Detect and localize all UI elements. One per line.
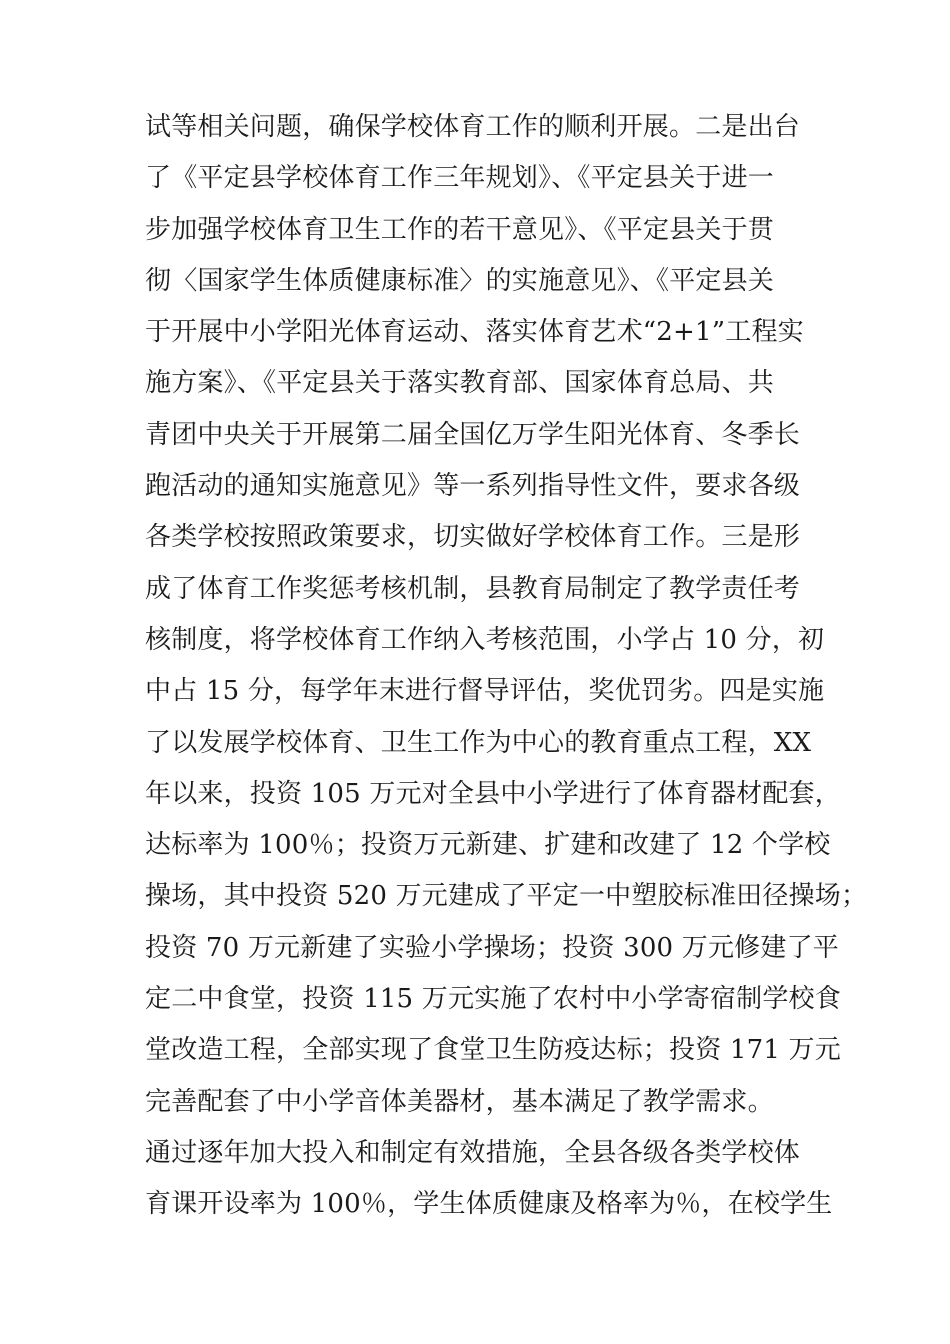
text-line: 跑活动的通知实施意见》等一系列指导性文件，要求各级: [145, 471, 801, 502]
text-line: 通过逐年加大投入和制定有效措施，全县各级各类学校体: [145, 1137, 801, 1168]
text-line: 青团中央关于开展第二届全国亿万学生阳光体育、冬季长: [145, 419, 801, 450]
text-line: 完善配套了中小学音体美器材，基本满足了教学需求。: [145, 1086, 774, 1117]
text-line: 育课开设率为 100％，学生体质健康及格率为％，在校学生: [145, 1189, 833, 1220]
text-line: 了以发展学校体育、卫生工作为中心的教育重点工程，XX: [145, 727, 812, 758]
text-line: 年以来，投资 105 万元对全县中小学进行了体育器材配套，: [145, 778, 841, 809]
text-line: 核制度，将学校体育工作纳入考核范围，小学占 10 分，初: [145, 624, 825, 655]
text-line: 成了体育工作奖惩考核机制，县教育局制定了教学责任考: [145, 573, 801, 604]
text-line: 试等相关问题，确保学校体育工作的顺利开展。二是出台: [145, 112, 801, 142]
text-line: 投资 70 万元新建了实验小学操场；投资 300 万元修建了平: [145, 932, 839, 963]
text-line: 达标率为 100％；投资万元新建、扩建和改建了 12 个学校: [145, 830, 831, 861]
text-line: 堂改造工程，全部实现了食堂卫生防疫达标；投资 171 万元: [145, 1035, 841, 1066]
text-line: 中占 15 分，每学年末进行督导评估，奖优罚劣。四是实施: [145, 676, 825, 707]
text-line: 施方案》、《平定县关于落实教育部、国家体育总局、共: [145, 368, 775, 399]
body-text: [145, 102, 868, 1231]
text-line: 操场，其中投资 520 万元建成了平定一中塑胶标准田径操场；: [145, 881, 868, 912]
text-line: 定二中食堂，投资 115 万元实施了农村中小学寄宿制学校食: [145, 984, 841, 1015]
text-line: 步加强学校体育卫生工作的若干意见》、《平定县关于贯: [145, 214, 775, 245]
text-line: 于开展中小学阳光体育运动、落实体育艺术“2+1”工程实: [145, 317, 804, 348]
text-line: 各类学校按照政策要求，切实做好学校体育工作。三是形: [145, 522, 801, 553]
text-line: 彻〈国家学生体质健康标准〉的实施意见》、《平定县关: [145, 265, 775, 296]
text-line: 了《平定县学校体育工作三年规划》、《平定县关于进一: [145, 163, 775, 194]
